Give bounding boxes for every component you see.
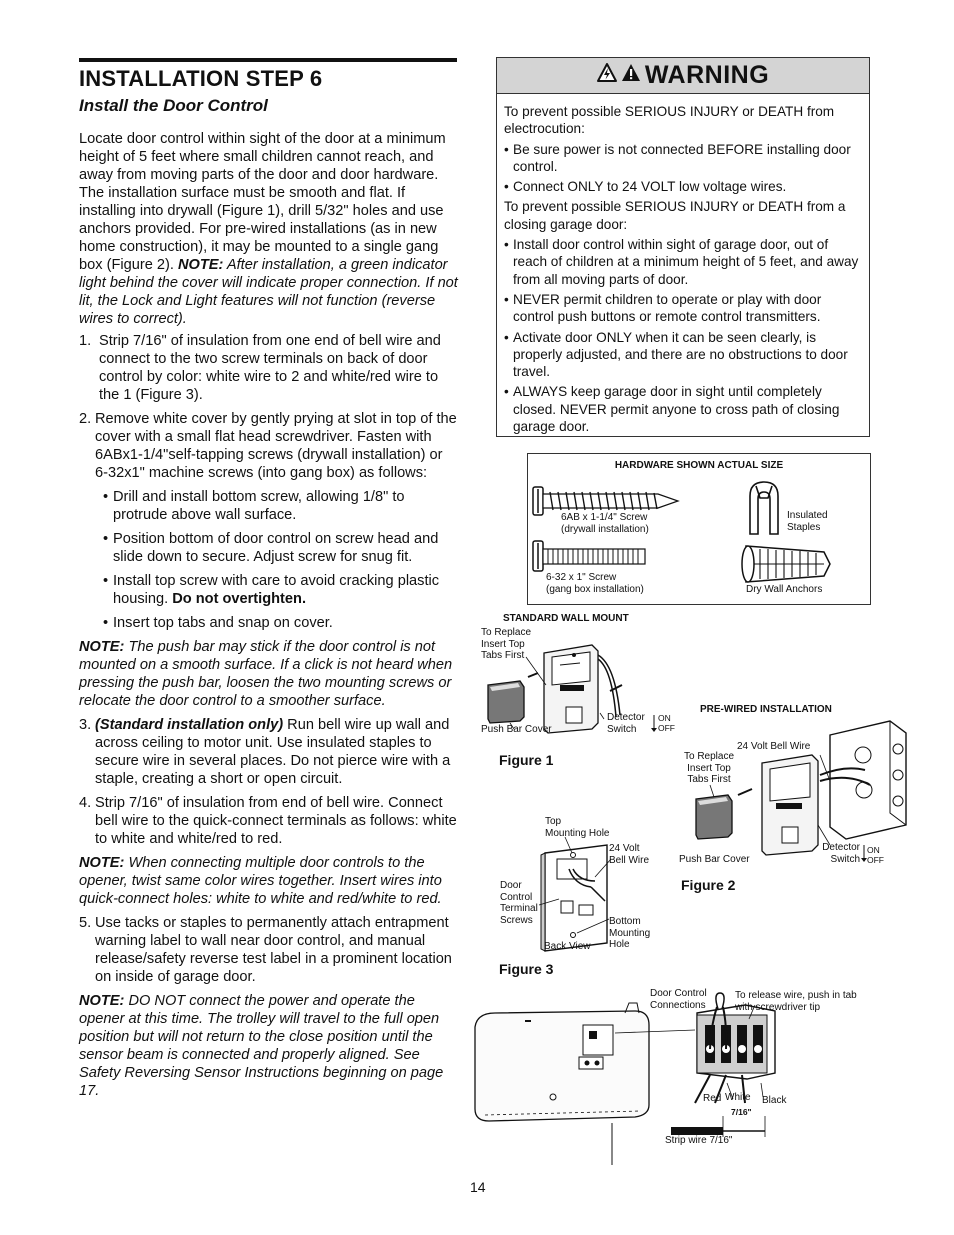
- bullet-item: • Position bottom of door control on screw head and slide down to secure. Adjust screw for snug fit.: [103, 531, 439, 565]
- detector-label: Detector Switch: [607, 712, 645, 735]
- push-bar-label: Push Bar Cover: [679, 854, 750, 865]
- page-number: 14: [470, 1179, 486, 1195]
- alert-triangle-icon: [621, 63, 641, 88]
- warning-item: • NEVER permit children to operate or play with door control push buttons or remote control transmitters.: [504, 291, 822, 325]
- screw2-label: 6-32 x 1" Screw (gang box installation): [546, 572, 644, 595]
- on-off-label: ON OFF: [658, 713, 675, 733]
- note-paragraph: NOTE: The push bar may stick if the door control is not mounted on a smooth surface. If a click is not heard when pressing the push bar, loosen the two mounting screws or relocate the door control to a smoother surface.: [79, 639, 453, 709]
- staples-label: Insulated Staples: [787, 510, 828, 533]
- step-5: 5. Use tacks or staples to permanently attach entrapment warning label to wall near door control, and manual release/safety reverse test label in a prominent location on inside of garage door.: [79, 915, 452, 985]
- step-4: 4. Strip 7/16" of insulation from end of bell wire. Connect bell wire to the quick-connect terminals as follows: white to white and white/red to red.: [79, 795, 457, 847]
- warning-item: • Be sure power is not connected BEFORE installing door control.: [504, 141, 851, 174]
- warning-item: • Install door control within sight of garage door, out of reach of children at a minimum height of 5 feet, and away from all moving parts of door.: [504, 237, 859, 287]
- hardware-box: [527, 453, 871, 605]
- section-subtitle: Install the Door Control: [79, 96, 268, 115]
- insulated-staple-icon: [750, 482, 778, 534]
- hardware-title: HARDWARE SHOWN ACTUAL SIZE: [614, 460, 784, 471]
- strip-wire-label: Strip wire 7/16": [665, 1135, 733, 1146]
- bell-wire-label: 24 Volt Bell Wire: [609, 843, 650, 866]
- warning-intro: To prevent possible SERIOUS INJURY or DEATH from a closing garage door:: [504, 199, 846, 232]
- warning-header: [497, 58, 869, 94]
- red-wire-label: Red: [703, 1093, 722, 1104]
- step-3: 3. (Standard installation only) Run bell wire up wall and across ceiling to motor unit. Use insulated staples to secure wire in several places. Do not pierce wire with a staple, creating a short or open circuit.: [79, 717, 451, 787]
- replace-label: To Replace Insert Top Tabs First: [481, 627, 532, 661]
- anchors-label: Dry Wall Anchors: [746, 584, 823, 595]
- step-1: 1. Strip 7/16" of insulation from one end of bell wire and connect to the two screw terminals on back of door control by color: white wire to 2 and white/red wire to the 1 (Figure 3).: [79, 333, 441, 403]
- warning-box: [496, 57, 870, 437]
- bell-wire-label: 24 Volt Bell Wire: [737, 741, 811, 752]
- on-off-label: ON OFF: [867, 845, 884, 865]
- figure2-label: Figure 2: [681, 877, 736, 893]
- figure3-label: Figure 3: [499, 961, 554, 977]
- bullet-item: • Drill and install bottom screw, allowing 1/8" to protrude above wall surface.: [103, 489, 405, 523]
- warning-item: • ALWAYS keep garage door in sight until completely closed. NEVER permit anyone to cross path of closing garage door.: [504, 384, 840, 435]
- bullet-item: • Install top screw with care to avoid cracking plastic housing. Do not overtighten.: [103, 573, 440, 607]
- connections-label: Door Control Connections: [650, 988, 707, 1011]
- intro-paragraph: Locate door control within sight of the door at a minimum height of 5 feet where small children cannot reach, and away from moving parts of the door and door hardware. The installation surface must be smooth and flat. If installing into drywall (Figure 1), drill 5/32" holes and use anchors provided. For pre-wired installations (as in new home construction), it may be mounted to a single gang box (Figure 2). NOTE: After installation, a green indicator light behind the cover will indicate proper connection. If not lit, the Lock and Light features will not function (reverse wires to correct).: [79, 131, 458, 327]
- title-rule: [79, 58, 457, 62]
- page-title: INSTALLATION STEP 6: [79, 66, 323, 91]
- drywall-anchor-icon: [742, 546, 830, 582]
- detector-label: Detector Switch: [822, 842, 860, 865]
- warning-intro: To prevent possible SERIOUS INJURY or DEATH from electrocution:: [504, 104, 835, 137]
- note-label: NOTE:: [177, 257, 224, 273]
- replace-label: To Replace Insert Top Tabs First: [683, 751, 735, 785]
- figure2-heading: PRE-WIRED INSTALLATION: [700, 704, 832, 715]
- measure-label: 7/16": [731, 1107, 752, 1117]
- release-label: To release wire, push in tab with screwdriver tip: [735, 990, 857, 1013]
- instructions-column: [79, 58, 459, 1100]
- push-bar-label: Push Bar Cover: [481, 724, 552, 735]
- note-paragraph: NOTE: DO NOT connect the power and operate the opener at this time. The trolley will travel to the full open position but will not return to the close position until the sensor beam is connected and properly aligned. See Safety Reversing Sensor Instructions beginning on page 17.: [79, 993, 444, 1099]
- bottom-hole-label: Bottom Mounting Hole: [609, 916, 651, 950]
- screw1-label: 6AB x 1-1/4" Screw (drywall installation): [561, 512, 649, 535]
- warning-item: • Connect ONLY to 24 VOLT low voltage wires.: [504, 179, 787, 195]
- note-paragraph: NOTE: When connecting multiple door controls to the opener, twist same color wires together. Insert wires into quick-connect holes: white to white and red/white to red.: [79, 855, 442, 907]
- warning-item: • Activate door ONLY when it can be seen clearly, is properly adjusted, and there are no obstructions to door travel.: [504, 329, 848, 380]
- back-view-label: Back View: [544, 941, 591, 952]
- warning-title: WARNING: [644, 61, 770, 89]
- note-text: After installation, a green indicator light behind the cover will indicate proper connection. If not lit, the Lock and Light features will not function (reverse wires to correct).: [79, 257, 458, 327]
- white-wire-label: White: [725, 1092, 751, 1103]
- figure1-heading: STANDARD WALL MOUNT: [503, 613, 629, 624]
- figure1-label: Figure 1: [499, 752, 554, 768]
- step-2: 2. Remove white cover by gently prying at slot in top of the cover with a small flat head screwdriver. Fasten with 6ABx1-1/4"self-tapping screws (drywall installation) or 6-32x1" machine screws (into gang box) as follows:: [79, 411, 457, 481]
- bullet-item: • Insert top tabs and snap on cover.: [103, 615, 333, 631]
- top-hole-label: Top Mounting Hole: [545, 816, 610, 839]
- black-wire-label: Black: [762, 1095, 787, 1106]
- terminal-screws-label: Door Control Terminal Screws: [500, 880, 538, 926]
- electric-warning-icon: [597, 63, 617, 88]
- drywall-screw-icon: [533, 487, 678, 515]
- machine-screw-icon: [533, 541, 645, 571]
